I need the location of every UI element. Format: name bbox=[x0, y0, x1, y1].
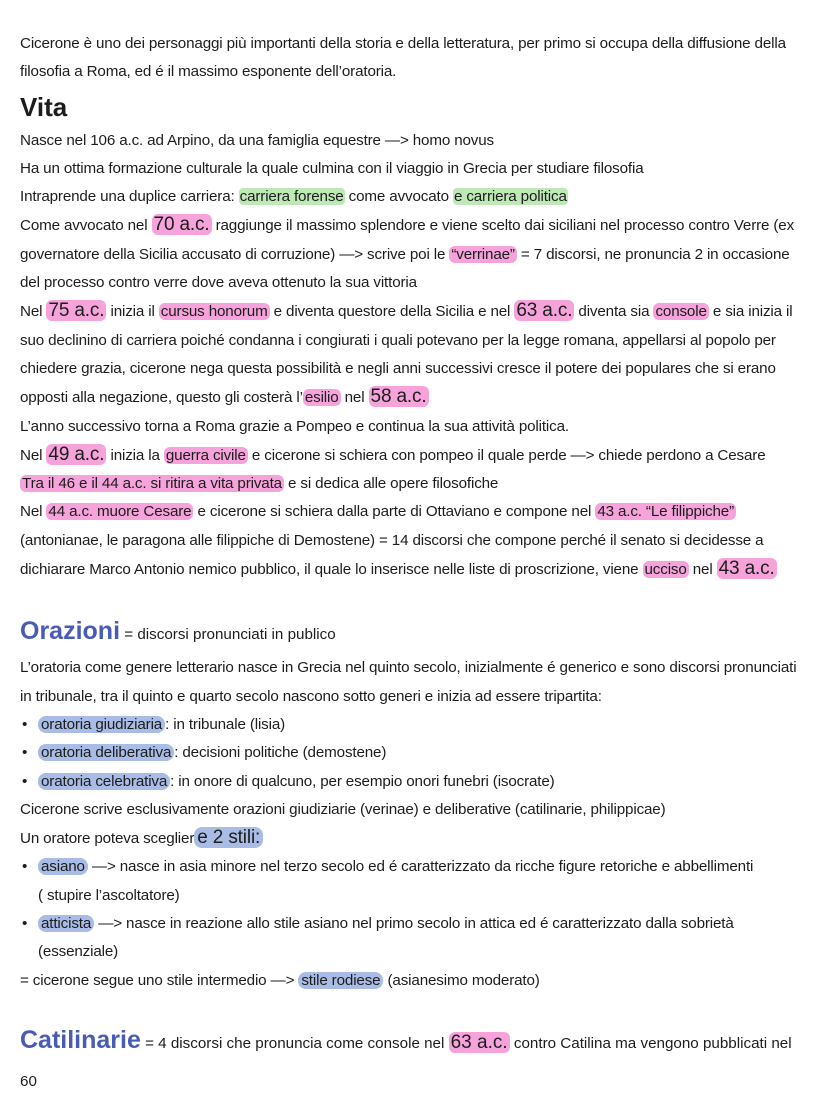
text: (antonianae, le paragona alle filippiche di Demostene) = 14 discorsi che compone perché il senato si decidesse a dichiarare Marco Antonio nemico pubblico, il quale lo inserisce nelle liste di proscrizione, viene bbox=[20, 531, 764, 579]
heading-orazioni-line bbox=[20, 612, 808, 654]
text: e sia inizia il suo declinino di carriera poiché condanna i congiurati i quali potevano per la legge romana, appellarsi al popolo per chiedere grazia, cicerone nega questa possibilità e negli anni successivi cresce il potere dei populares che si erano opposti alla negazione, questo gli costerà l’ bbox=[20, 303, 793, 407]
vita-line-5 bbox=[20, 297, 808, 412]
orazioni-paragraph-2: Cicerone scrive esclusivamente orazioni giudiziarie (verinae) e deliberative (catilinarie, philippicae) bbox=[20, 800, 666, 818]
text: contro Catilina ma vengono pubblicati nel 60 bbox=[20, 1034, 792, 1090]
highlight-pink: esilio bbox=[304, 389, 339, 407]
heading-subtitle: = discorsi pronunciati in publico bbox=[120, 626, 336, 644]
list-item bbox=[20, 739, 808, 767]
highlight-blue: asiano bbox=[38, 858, 88, 875]
text: Come avvocato nel bbox=[20, 217, 152, 235]
highlight-blue: atticista bbox=[38, 915, 94, 932]
text: Intraprende una duplice carriera: bbox=[20, 188, 239, 206]
text: = 7 discorsi, ne pronuncia 2 in occasione del processo contro verre dove aveva ottenuto la sua vittoria bbox=[20, 245, 790, 292]
text: diventa sia bbox=[574, 303, 654, 321]
highlight-pink: 43 a.c. “Le filippiche” bbox=[597, 503, 734, 521]
highlight-blue: e 2 stili: bbox=[194, 827, 263, 848]
list-item bbox=[20, 853, 808, 910]
orazioni-paragraph-3 bbox=[20, 824, 808, 853]
vita-line-3 bbox=[20, 183, 808, 211]
highlight-pink: 70 a.c. bbox=[153, 214, 210, 236]
highlight-pink: cursus honorum bbox=[160, 303, 268, 321]
spacer bbox=[20, 995, 808, 1021]
text: e cicerone si schiera con pompeo il quale perde —> chiede perdono a Cesare bbox=[247, 446, 766, 464]
text: inizia la bbox=[106, 446, 164, 464]
text: —> nasce in reazione allo stile asiano nel primo secolo in attica ed é caratterizzato dalla sobrietà bbox=[94, 915, 734, 933]
heading-catilinarie-line bbox=[20, 1021, 808, 1101]
list-item bbox=[20, 768, 808, 796]
text: nel bbox=[688, 561, 717, 579]
text: raggiunge il massimo splendore e viene scelto dai siciliani nel processo contro Verre (ex governatore della Sicilia accusato di corruzione) —> scrive poi le bbox=[20, 217, 795, 263]
text: Nel bbox=[20, 303, 47, 321]
heading-orazioni: Orazioni bbox=[20, 617, 121, 646]
oratoria-list bbox=[20, 711, 808, 796]
text: —> nasce in asia minore nel terzo secolo ed é caratterizzato da ricche figure retoriche e abbellimenti bbox=[87, 858, 754, 876]
text: e si dedica alle opere filosofiche bbox=[283, 475, 499, 493]
text: Nel bbox=[20, 503, 47, 521]
highlight-pink: 58 a.c. bbox=[370, 386, 427, 408]
highlight-pink: 49 a.c. bbox=[48, 443, 105, 465]
text: nel bbox=[340, 389, 369, 407]
highlight-pink: 63 a.c. bbox=[450, 1031, 508, 1053]
highlight-green: e carriera politica bbox=[453, 188, 567, 206]
text: = 4 discorsi che pronuncia come console nel bbox=[140, 1034, 449, 1052]
orazioni-paragraph-1: L’oratoria come genere letterario nasce in Grecia nel quinto secolo, inizialmente é generico e sono discorsi pronunciati in tribunale, tra il quinto e quarto secolo nascono sotto generi e inizia ad essere tripartita: bbox=[20, 659, 797, 705]
heading-vita: Vita bbox=[20, 91, 68, 122]
highlight-pink: Tra il 46 e il 44 a.c. si ritira a vita privata bbox=[22, 475, 282, 493]
highlight-pink: 43 a.c. bbox=[718, 558, 775, 580]
text: : in tribunale (lisia) bbox=[165, 715, 286, 733]
vita-line-9 bbox=[20, 498, 808, 584]
text: Un oratore poteva sceglier bbox=[20, 830, 195, 848]
text: (asianesimo moderato) bbox=[383, 971, 540, 989]
highlight-blue: stile rodiese bbox=[298, 972, 383, 989]
heading-catilinarie: Catilinarie bbox=[20, 1025, 141, 1054]
text: : decisioni politiche (demostene) bbox=[174, 744, 387, 762]
highlight-blue: oratoria celebrativa bbox=[38, 773, 170, 790]
stili-list bbox=[20, 853, 808, 966]
text: come avvocato bbox=[344, 188, 453, 206]
highlight-green: carriera forense bbox=[239, 188, 344, 206]
vita-line-8 bbox=[20, 470, 808, 498]
vita-line-7 bbox=[20, 441, 808, 470]
text: : in onore di qualcuno, per esempio onori funebri (isocrate) bbox=[170, 772, 555, 790]
vita-line-6: L’anno successivo torna a Roma grazie a Pompeo e continua la sua attività politica. bbox=[20, 417, 569, 435]
spacer bbox=[20, 584, 808, 612]
highlight-blue: oratoria deliberativa bbox=[38, 744, 174, 761]
highlight-pink: “verrinae” bbox=[451, 245, 515, 263]
highlight-pink: ucciso bbox=[644, 561, 687, 579]
vita-line-2: Ha un ottima formazione culturale la quale culmina con il viaggio in Grecia per studiare filosofia bbox=[20, 159, 644, 177]
vita-line-4 bbox=[20, 211, 808, 297]
highlight-pink: 63 a.c. bbox=[516, 300, 573, 322]
text: Nel bbox=[20, 446, 47, 464]
text: e diventa questore della Sicilia e nel bbox=[269, 303, 515, 321]
text: = cicerone segue uno stile intermedio —> bbox=[20, 971, 299, 989]
text: ( stupire l’ascoltatore) bbox=[38, 886, 180, 904]
text: inizia il bbox=[106, 303, 159, 321]
highlight-pink: 75 a.c. bbox=[48, 300, 105, 322]
highlight-blue: oratoria giudiziaria bbox=[38, 716, 165, 733]
vita-line-1: Nasce nel 106 a.c. ad Arpino, da una famiglia equestre —> homo novus bbox=[20, 131, 494, 149]
highlight-pink: guerra civile bbox=[165, 446, 246, 464]
intro-paragraph: Cicerone è uno dei personaggi più importanti della storia e della letteratura, per primo si occupa della diffusione della filosofia a Roma, ed é il massimo esponente dell’oratoria. bbox=[20, 35, 786, 81]
highlight-pink: 44 a.c. muore Cesare bbox=[48, 503, 192, 521]
highlight-pink: console bbox=[655, 303, 707, 321]
orazioni-paragraph-4 bbox=[20, 967, 808, 995]
list-item bbox=[20, 711, 808, 739]
text: e cicerone si schiera dalla parte di Ottaviano e compone nel bbox=[193, 503, 596, 521]
text: (essenziale) bbox=[38, 943, 119, 961]
list-item bbox=[20, 910, 808, 967]
